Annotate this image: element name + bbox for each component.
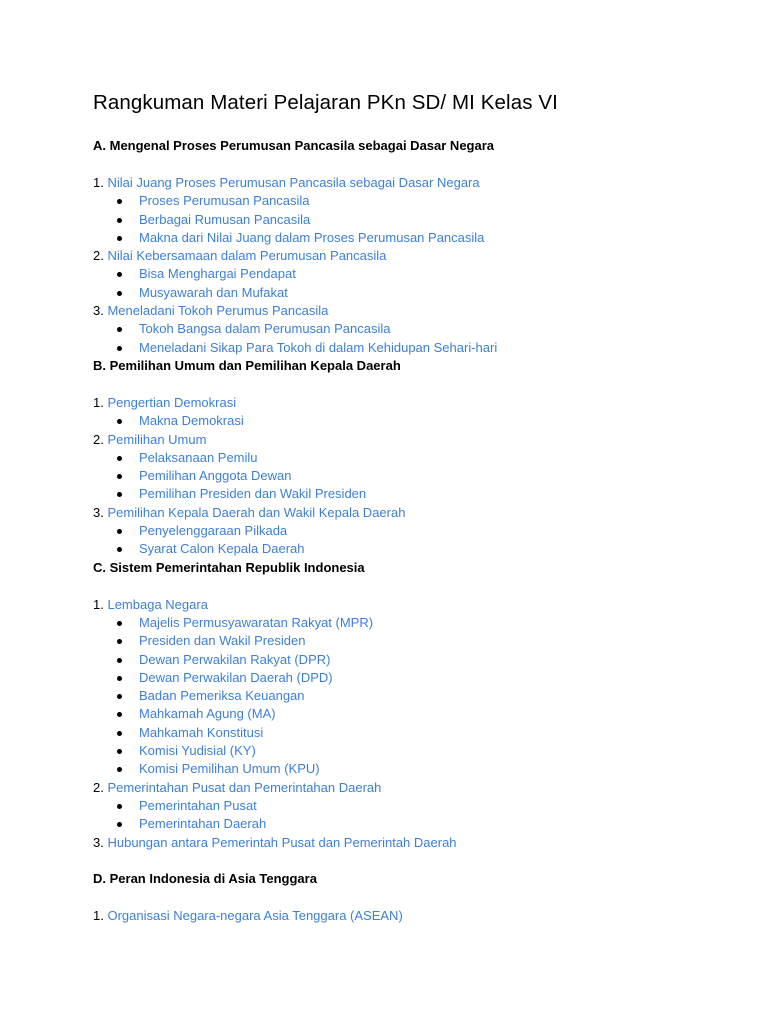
item-link[interactable]: Meneladani Tokoh Perumus Pancasila [107, 303, 329, 319]
bullet-icon [117, 694, 122, 699]
bullet-icon [117, 804, 122, 809]
bullet-icon [117, 236, 122, 241]
sub-item-link[interactable]: Berbagai Rumusan Pancasila [139, 211, 311, 227]
item-number: 1. [93, 394, 104, 410]
list-item [93, 320, 733, 338]
list-item [93, 797, 733, 815]
numbered-item [93, 779, 733, 797]
bullet-icon [117, 639, 122, 644]
sub-item-link[interactable]: Pemilihan Presiden dan Wakil Presiden [139, 486, 367, 502]
numbered-item [93, 431, 733, 449]
section-heading: B. Pemilihan Umum dan Pemilihan Kepala Daerah [93, 357, 401, 373]
document-page [93, 88, 733, 925]
sub-item-link[interactable]: Dewan Perwakilan Daerah (DPD) [139, 669, 333, 685]
bullet-icon [117, 456, 122, 461]
bullet-icon [117, 621, 122, 626]
numbered-item [93, 834, 733, 852]
sub-item-link[interactable]: Mahkamah Agung (MA) [139, 706, 276, 722]
item-link[interactable]: Pemilihan Kepala Daerah dan Wakil Kepala Daerah [107, 504, 406, 520]
item-number: 3. [93, 834, 104, 850]
list-item [93, 760, 733, 778]
list-item [93, 412, 733, 430]
item-number: 2. [93, 779, 104, 795]
list-item [93, 522, 733, 540]
item-link[interactable]: Hubungan antara Pemerintah Pusat dan Pemerintah Daerah [107, 834, 457, 850]
bullet-icon [117, 272, 122, 277]
bullet-icon [117, 291, 122, 296]
list-item [93, 687, 733, 705]
list-item [93, 632, 733, 650]
sub-item-link[interactable]: Pemerintahan Daerah [139, 816, 267, 832]
item-number: 2. [93, 431, 104, 447]
bullet-icon [117, 731, 122, 736]
sub-item-link[interactable]: Pemilihan Anggota Dewan [139, 468, 292, 484]
bullet-icon [117, 218, 122, 223]
item-link[interactable]: Pemerintahan Pusat dan Pemerintahan Daerah [107, 779, 382, 795]
section [93, 137, 733, 357]
sub-item-link[interactable]: Musyawarah dan Mufakat [139, 284, 288, 300]
item-number: 2. [93, 248, 104, 264]
list-item [93, 284, 733, 302]
section-heading: C. Sistem Pemerintahan Republik Indonesia [93, 559, 365, 575]
bullet-icon [117, 474, 122, 479]
bullet-icon [117, 327, 122, 332]
list-item [93, 669, 733, 687]
bullet-icon [117, 199, 122, 204]
item-link[interactable]: Organisasi Negara-negara Asia Tenggara (ASEAN) [107, 908, 403, 924]
bullet-icon [117, 712, 122, 717]
sub-list [93, 192, 733, 247]
sub-item-link[interactable]: Makna dari Nilai Juang dalam Proses Perumusan Pancasila [139, 229, 485, 245]
sub-item-link[interactable]: Mahkamah Konstitusi [139, 724, 264, 740]
sub-item-link[interactable]: Syarat Calon Kepala Daerah [139, 541, 305, 557]
numbered-item [93, 596, 733, 614]
bullet-icon [117, 767, 122, 772]
sub-list [93, 412, 733, 430]
sub-item-link[interactable]: Majelis Permusyawaratan Rakyat (MPR) [139, 614, 374, 630]
list-item [93, 449, 733, 467]
item-number: 1. [93, 175, 104, 190]
bullet-icon [117, 492, 122, 497]
section-heading: D. Peran Indonesia di Asia Tenggara [93, 871, 317, 887]
numbered-item [93, 394, 733, 412]
sub-list [93, 265, 733, 302]
bullet-icon [117, 346, 122, 351]
bullet-icon [117, 529, 122, 534]
page-title: Rangkuman Materi Pelajaran PKn SD/ MI Kelas VI [93, 91, 558, 114]
list-item [93, 815, 733, 833]
bullet-icon [117, 658, 122, 663]
list-item [93, 229, 733, 247]
sub-item-link[interactable]: Komisi Yudisial (KY) [139, 743, 256, 759]
bullet-icon [117, 822, 122, 827]
list-item [93, 614, 733, 632]
sub-item-link[interactable]: Penyelenggaraan Pilkada [139, 523, 288, 539]
list-item [93, 705, 733, 723]
section-heading: A. Mengenal Proses Perumusan Pancasila sebagai Dasar Negara [93, 138, 495, 153]
bullet-icon [117, 749, 122, 754]
sub-list [93, 320, 733, 357]
sub-item-link[interactable]: Tokoh Bangsa dalam Perumusan Pancasila [139, 321, 391, 337]
item-link[interactable]: Pengertian Demokrasi [107, 394, 237, 410]
sub-item-link[interactable]: Komisi Pemilihan Umum (KPU) [139, 761, 320, 777]
section [93, 559, 733, 852]
sub-item-link[interactable]: Makna Demokrasi [139, 413, 244, 429]
list-item [93, 192, 733, 210]
sub-list [93, 449, 733, 504]
numbered-item [93, 174, 733, 192]
sections-container [93, 137, 733, 925]
item-number: 3. [93, 303, 104, 319]
list-item [93, 265, 733, 283]
list-item [93, 651, 733, 669]
list-item [93, 742, 733, 760]
list-item [93, 540, 733, 558]
list-item [93, 211, 733, 229]
numbered-item [93, 302, 733, 320]
item-number: 1. [93, 596, 104, 612]
section [93, 852, 733, 926]
list-item [93, 339, 733, 357]
item-number: 1. [93, 908, 104, 924]
item-link[interactable]: Nilai Juang Proses Perumusan Pancasila sebagai Dasar Negara [107, 175, 480, 190]
item-link[interactable]: Lembaga Negara [107, 596, 208, 612]
bullet-icon [117, 676, 122, 681]
section [93, 357, 733, 559]
sub-list [93, 522, 733, 559]
bullet-icon [117, 547, 122, 552]
sub-item-link[interactable]: Meneladani Sikap Para Tokoh di dalam Kehidupan Sehari-hari [139, 339, 498, 355]
sub-item-link[interactable]: Dewan Perwakilan Rakyat (DPR) [139, 651, 331, 667]
list-item [93, 724, 733, 742]
list-item [93, 467, 733, 485]
list-item [93, 485, 733, 503]
sub-list [93, 614, 733, 779]
item-link[interactable]: Pemilihan Umum [107, 431, 207, 447]
numbered-item [93, 247, 733, 265]
sub-item-link[interactable]: Badan Pemeriksa Keuangan [139, 688, 305, 704]
numbered-item [93, 504, 733, 522]
sub-item-link[interactable]: Proses Perumusan Pancasila [139, 193, 310, 209]
sub-item-link[interactable]: Bisa Menghargai Pendapat [139, 266, 296, 282]
sub-list [93, 797, 733, 834]
sub-item-link[interactable]: Presiden dan Wakil Presiden [139, 633, 306, 649]
bullet-icon [117, 419, 122, 424]
item-number: 3. [93, 504, 104, 520]
sub-item-link[interactable]: Pelaksanaan Pemilu [139, 449, 258, 465]
sub-item-link[interactable]: Pemerintahan Pusat [139, 797, 257, 813]
item-link[interactable]: Nilai Kebersamaan dalam Perumusan Pancasila [107, 248, 387, 264]
numbered-item [93, 907, 733, 925]
